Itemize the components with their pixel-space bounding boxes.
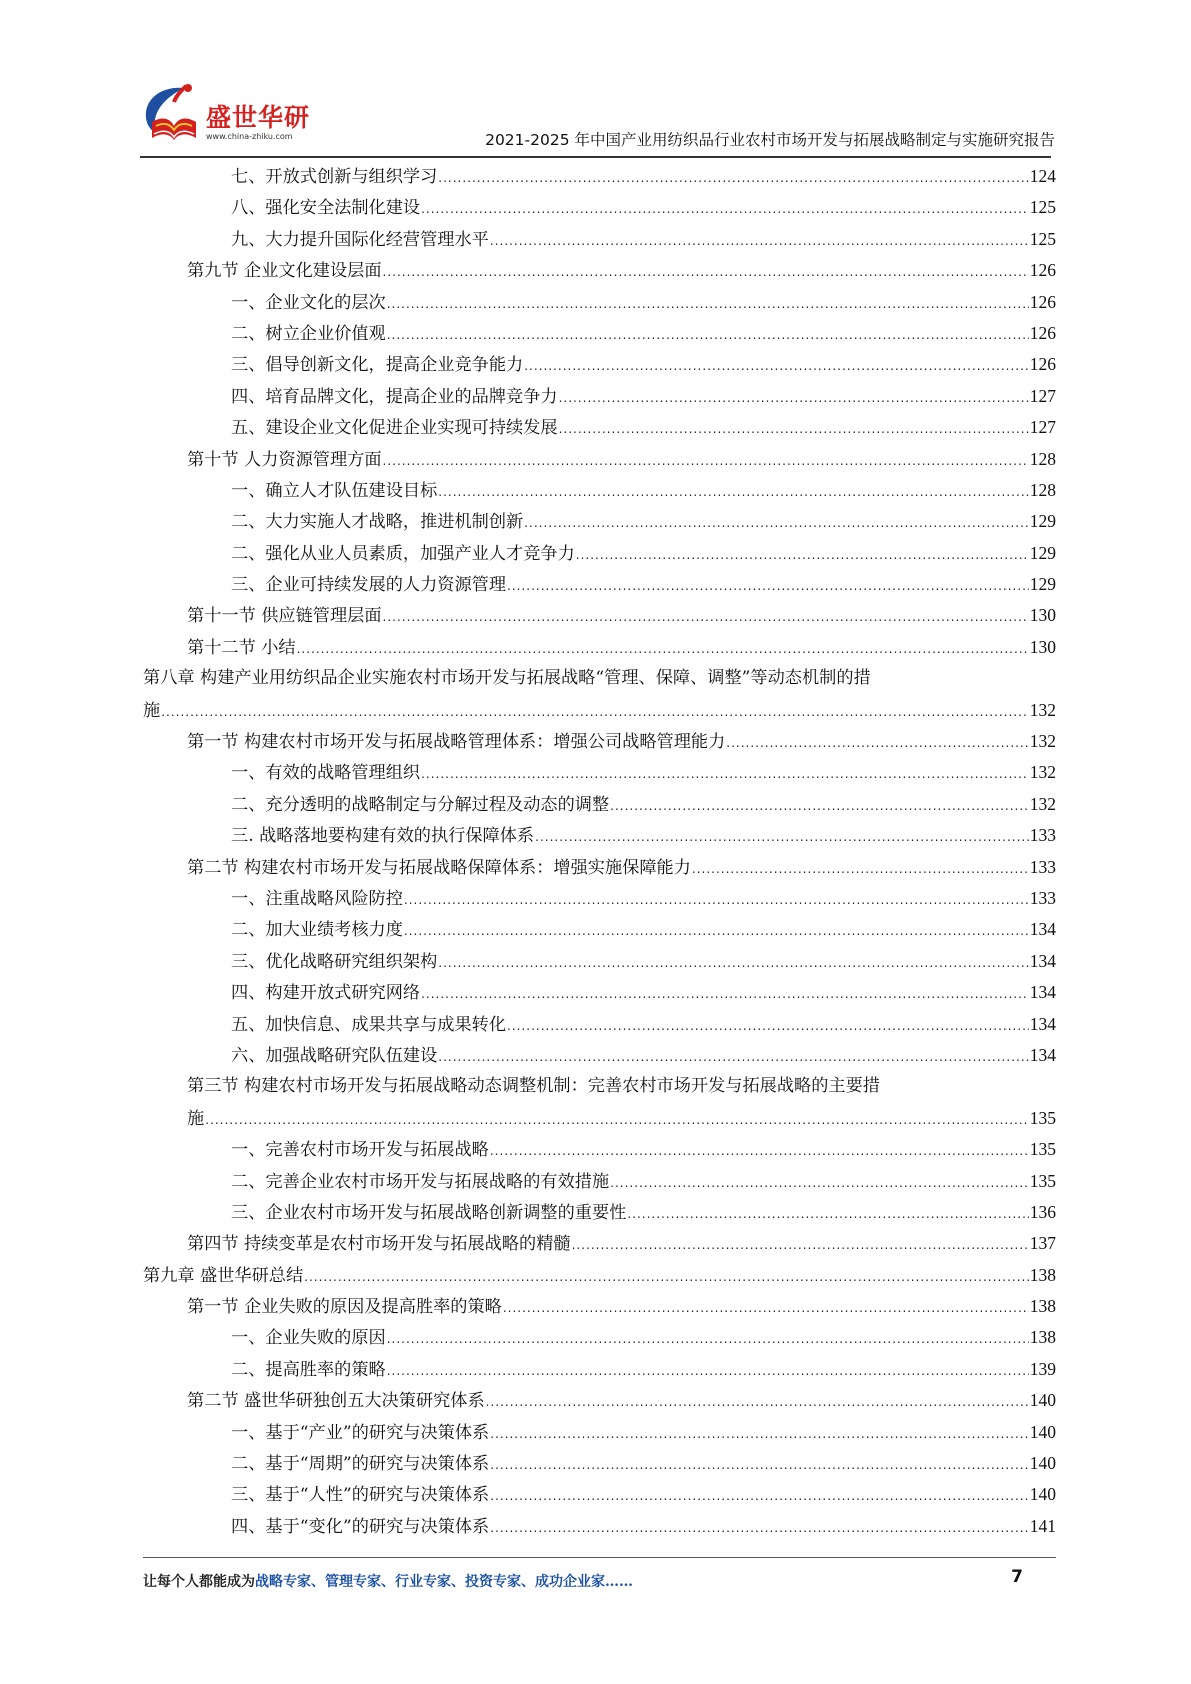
toc-entry-title: 一、企业失败的原因 [231,1328,386,1349]
toc-page-number: 140 [1029,1390,1056,1411]
toc-entry-title: 二、大力实施人才战略，推进机制创新 [231,512,524,533]
toc-page-number: 138 [1029,1296,1056,1317]
toc-page-number: 127 [1029,417,1056,438]
toc-entry-title: 五、加快信息、成果共享与成果转化 [231,1014,507,1035]
toc-entry-title: 一、企业文化的层次 [231,292,386,313]
report-title: 2021-2025 年中国产业用纺织品行业农村市场开发与拓展战略制定与实施研究报告 [485,131,1055,149]
toc-leader-dots [490,1481,1029,1512]
toc-entry-title: 二、基于“周期”的研究与决策体系 [231,1454,490,1475]
toc-entry-title: 二、提高胜率的策略 [231,1359,386,1380]
toc-leader-dots [692,854,1029,885]
toc-page-number: 139 [1029,1358,1056,1379]
toc-entry-title: 第九节 企业文化建设层面 [187,261,382,282]
toc-leader-dots [438,1042,1028,1073]
toc-entry[interactable] [143,224,1056,255]
toc-entry[interactable] [143,1385,1056,1416]
toc-leader-dots [383,446,1029,477]
toc-page-number: 128 [1029,479,1056,500]
toc-entry-title: 二、充分透明的战略制定与分解过程及动态的调整 [231,794,610,815]
toc-leader-dots [726,728,1028,759]
toc-entry[interactable] [143,1228,1056,1259]
toc-leader-dots [404,916,1029,947]
toc-entry[interactable] [143,600,1056,631]
toc-page-number: 129 [1029,542,1056,563]
toc-leader-dots [490,1136,1029,1167]
toc-entry[interactable] [143,161,1056,192]
toc-page-number: 133 [1029,856,1056,877]
toc-leader-dots [610,791,1029,822]
toc-entry[interactable] [143,726,1056,757]
toc-entry-title: 六、加强战略研究队伍建设 [231,1045,438,1066]
footer-roles: 战略专家、管理专家、行业专家、投资专家、成功企业家…… [255,1574,633,1590]
toc-entry-title: 施 [143,700,161,721]
toc-leader-dots [421,194,1029,225]
toc-leader-dots [297,634,1029,665]
toc-entry[interactable] [143,1166,1056,1197]
toc-leader-dots [404,885,1029,916]
toc-leader-dots [383,602,1029,633]
toc-page-number: 134 [1029,982,1056,1003]
toc-entry[interactable] [143,1291,1056,1322]
toc-entry-title: 三、基于“人性”的研究与决策体系 [231,1485,490,1506]
table-of-contents [143,161,1056,1542]
toc-leader-dots [486,1387,1029,1418]
toc-entry[interactable] [143,1040,1056,1071]
toc-entry-title: 八、强化安全法制化建设 [231,198,421,219]
toc-entry-title: 四、基于“变化”的研究与决策体系 [231,1516,490,1537]
toc-page-number: 141 [1029,1515,1056,1536]
toc-entry[interactable] [143,977,1056,1008]
toc-entry-title: 第九章 盛世华研总结 [143,1265,304,1286]
toc-entry[interactable] [143,789,1056,820]
toc-entry-title: 一、确立人才队伍建设目标 [231,480,438,501]
toc-entry-title: 二、加大业绩考核力度 [231,920,403,941]
toc-page-number: 128 [1029,448,1056,469]
toc-entry-title: 第二节 盛世华研独创五大决策研究体系 [187,1391,485,1412]
toc-page-number: 135 [1029,1139,1056,1160]
toc-entry[interactable] [143,538,1056,569]
toc-entry-title: 第十一节 供应链管理层面 [187,606,382,627]
toc-entry[interactable] [143,695,1056,726]
toc-leader-dots [524,351,1029,382]
toc-entry-title: 第一节 企业失败的原因及提高胜率的策略 [187,1297,502,1318]
logo-name: 盛世华研 [206,103,311,132]
toc-entry-title: 第二节 构建农村市场开发与拓展战略保障体系：增强实施保障能力 [187,857,691,878]
toc-entry[interactable] [143,412,1056,443]
toc-entry[interactable] [143,475,1056,506]
toc-entry[interactable] [143,1009,1056,1040]
toc-entry-title-line: 第八章 构建产业用纺织品企业实施农村市场开发与拓展战略“管理、保障、调整”等动态机制的措 [143,668,871,689]
toc-entry[interactable] [143,1197,1056,1228]
toc-entry[interactable] [143,1417,1056,1448]
toc-entry-title: 一、注重战略风险防控 [231,888,403,909]
toc-entry-title: 三、倡导创新文化，提高企业竞争能力 [231,355,524,376]
toc-entry[interactable] [143,820,1056,851]
toc-leader-dots [610,1168,1029,1199]
toc-entry-title: 第十二节 小结 [187,637,296,658]
toc-entry[interactable] [143,1479,1056,1510]
toc-entry-title: 第一节 构建农村市场开发与拓展战略管理体系：增强公司战略管理能力 [187,732,726,753]
toc-leader-dots [507,1011,1029,1042]
toc-leader-dots [387,1356,1029,1387]
toc-entry-title: 二、树立企业价值观 [231,323,386,344]
toc-page-number: 134 [1029,919,1056,940]
toc-leader-dots [387,320,1029,351]
toc-page-number: 134 [1029,950,1056,971]
toc-leader-dots [627,1199,1028,1230]
toc-page-number: 126 [1029,322,1056,343]
toc-entry[interactable] [143,914,1056,945]
toc-entry[interactable] [143,1511,1056,1542]
toc-leader-dots [559,414,1029,445]
toc-entry[interactable] [143,569,1056,600]
toc-leader-dots [524,508,1029,539]
toc-leader-dots [507,571,1029,602]
toc-page-number: 125 [1029,228,1056,249]
toc-entry[interactable] [143,1134,1056,1165]
toc-page-number: 125 [1029,197,1056,218]
toc-page-number: 140 [1029,1453,1056,1474]
toc-entry[interactable] [143,255,1056,286]
toc-entry-title: 一、基于“产业”的研究与决策体系 [231,1422,490,1443]
toc-entry[interactable] [143,1448,1056,1479]
toc-leader-dots [490,1419,1029,1450]
footer-divider [143,1557,1056,1558]
toc-page-number: 129 [1029,574,1056,595]
toc-page-number: 126 [1029,260,1056,281]
toc-page-number: 132 [1029,793,1056,814]
toc-entry[interactable] [143,506,1056,537]
footer-slogan [143,1571,633,1591]
toc-leader-dots [383,257,1029,288]
toc-entry-title: 四、构建开放式研究网络 [231,983,421,1004]
toc-page-number: 132 [1029,731,1056,752]
toc-entry-title: 三、优化战略研究组织架构 [231,951,438,972]
toc-entry[interactable] [143,1103,1056,1134]
toc-page-number: 137 [1029,1233,1056,1254]
toc-leader-dots [438,477,1028,508]
toc-entry-title: 四、培育品牌文化，提高企业的品牌竞争力 [231,386,558,407]
toc-entry-title: 三、企业可持续发展的人力资源管理 [231,575,507,596]
toc-page-number: 130 [1029,605,1056,626]
toc-leader-dots [490,1513,1029,1544]
toc-leader-dots [559,383,1029,414]
toc-entry-title-line: 第三节 构建农村市场开发与拓展战略动态调整机制：完善农村市场开发与拓展战略的主要措 [187,1076,880,1097]
toc-entry[interactable] [143,1354,1056,1385]
toc-page-number: 140 [1029,1421,1056,1442]
toc-entry[interactable] [143,318,1056,349]
toc-entry-title: 一、有效的战略管理组织 [231,763,421,784]
toc-page-number: 135 [1029,1170,1056,1191]
toc-entry-title: 九、大力提升国际化经营管理水平 [231,229,489,250]
toc-entry[interactable] [143,632,1056,663]
toc-page-number: 126 [1029,291,1056,312]
toc-entry[interactable] [143,381,1056,412]
toc-page-number: 140 [1029,1484,1056,1505]
toc-page-number: 138 [1029,1327,1056,1348]
toc-leader-dots [535,822,1029,853]
page-header [0,0,1191,160]
toc-page-number: 132 [1029,762,1056,783]
toc-leader-dots [387,289,1029,320]
toc-entry[interactable] [143,1260,1056,1291]
toc-page-number: 138 [1029,1264,1056,1285]
toc-entry-title: 三、企业农村市场开发与拓展战略创新调整的重要性 [231,1202,627,1223]
toc-entry[interactable] [143,1322,1056,1353]
company-logo [140,82,310,152]
toc-leader-dots [438,163,1028,194]
toc-leader-dots [503,1293,1029,1324]
toc-leader-dots [161,697,1029,728]
toc-leader-dots [304,1262,1029,1293]
toc-entry[interactable] [143,946,1056,977]
toc-leader-dots [490,226,1029,257]
toc-entry-title: 七、开放式创新与组织学习 [231,167,438,187]
toc-entry-title: 二、强化从业人员素质，加强产业人才竞争力 [231,543,575,564]
toc-page-number: 133 [1029,825,1056,846]
toc-leader-dots [387,1324,1029,1355]
toc-leader-dots [438,948,1028,979]
page-number: 7 [1011,1567,1023,1587]
toc-page-number: 130 [1029,636,1056,657]
toc-entry[interactable] [143,287,1056,318]
toc-page-number: 127 [1029,385,1056,406]
toc-entry[interactable] [143,757,1056,788]
logo-url: www.china-zhiku.com [206,132,293,141]
toc-entry[interactable] [143,852,1056,883]
toc-entry[interactable] [143,192,1056,223]
footer-lead: 让每个人都能成为 [143,1574,255,1590]
toc-page-number: 124 [1029,166,1056,186]
toc-page-number: 134 [1029,1013,1056,1034]
toc-leader-dots [421,979,1029,1010]
toc-leader-dots [576,540,1029,571]
toc-page-number: 135 [1029,1107,1056,1128]
toc-page-number: 126 [1029,354,1056,375]
toc-entry[interactable] [143,349,1056,380]
toc-entry-title: 一、完善农村市场开发与拓展战略 [231,1140,489,1161]
toc-leader-dots [421,759,1029,790]
toc-page-number: 129 [1029,511,1056,532]
toc-page-number: 133 [1029,887,1056,908]
toc-entry-title: 第四节 持续变革是农村市场开发与拓展战略的精髓 [187,1234,571,1255]
header-divider [140,156,1051,158]
toc-page-number: 136 [1029,1201,1056,1222]
toc-entry-title: 三. 战略落地要构建有效的执行保障体系 [231,826,535,847]
toc-entry[interactable] [143,444,1056,475]
toc-entry[interactable] [143,883,1056,914]
toc-leader-dots [205,1105,1029,1136]
toc-entry-title: 五、建设企业文化促进企业实现可持续发展 [231,418,558,439]
toc-leader-dots [490,1450,1029,1481]
book-swoosh-logo-icon [140,82,208,148]
toc-page-number: 134 [1029,1044,1056,1065]
toc-page-number: 132 [1029,699,1056,720]
toc-leader-dots [572,1230,1029,1261]
toc-entry-title: 第十节 人力资源管理方面 [187,449,382,470]
toc-entry-title: 二、完善企业农村市场开发与拓展战略的有效措施 [231,1171,610,1192]
toc-entry-title: 施 [187,1108,205,1129]
